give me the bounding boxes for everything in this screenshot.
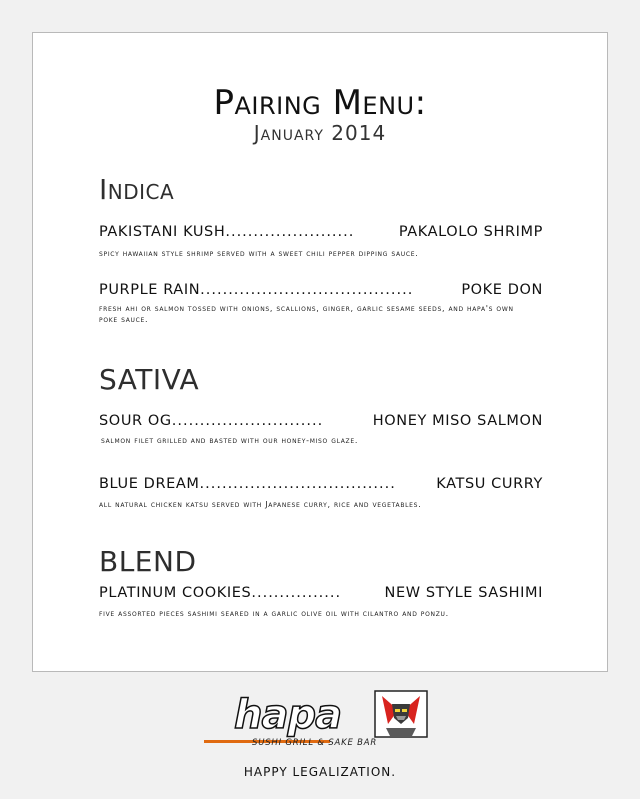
dish-name: PAKALOLO SHRIMP [398, 224, 543, 240]
dish-description: five assorted pieces sashimi seared in a garlic olive oil with cilantro and ponzu. [99, 609, 449, 618]
leader-dots: ........................... [171, 413, 324, 429]
strain-name: PURPLE RAIN [99, 282, 201, 298]
dish-name: HONEY MISO SALMON [372, 413, 543, 429]
dish-description: fresh ahi or salmon tossed with onions, scallions, ginger, garlic sesame seeds, and hapa's own poke sauce. [99, 304, 514, 324]
menu-item-purple-rain [99, 282, 543, 298]
dish-description: salmon filet grilled and basted with our honey-miso glaze. [101, 436, 359, 445]
section-heading-sativa: SATIVA [99, 363, 200, 396]
leader-dots: ....................... [225, 224, 355, 240]
menu-item-sour-og [99, 413, 543, 429]
menu-item-pakistani-kush [99, 224, 543, 240]
dish-name: POKE DON [461, 282, 543, 298]
menu-item-blue-dream [99, 476, 543, 492]
footer-tagline: HAPPY LEGALIZATION. [243, 765, 397, 779]
menu-subtitle: January 2014 [253, 121, 387, 145]
dish-name: KATSU CURRY [436, 476, 543, 492]
dish-description: all natural chicken katsu served with Japanese curry, rice and vegetables. [99, 500, 422, 509]
leader-dots: ...................................... [200, 282, 414, 298]
section-heading-indica: Indica [99, 173, 175, 206]
strain-name: SOUR OG [99, 413, 172, 429]
menu-item-platinum-cookies [99, 585, 543, 601]
leader-dots: ................................... [199, 476, 396, 492]
logo-wordmark: hapa [234, 692, 342, 738]
menu-card [32, 32, 608, 672]
menu-title: Pairing Menu: [213, 83, 427, 123]
strain-name: BLUE DREAM [99, 476, 200, 492]
hapa-logo [234, 690, 444, 750]
logo-tagline: SUSHI GRILL & SAKE BAR [252, 738, 378, 748]
robot-mascot-icon [374, 690, 428, 738]
dish-name: NEW STYLE SASHIMI [384, 585, 543, 601]
strain-name: PLATINUM COOKIES [99, 585, 252, 601]
strain-name: PAKISTANI KUSH [99, 224, 226, 240]
section-heading-blend: BLEND [99, 545, 197, 578]
dish-description: spicy hawaiian style shrimp served with a sweet chili pepper dipping sauce. [99, 249, 419, 258]
leader-dots: ................ [251, 585, 342, 601]
